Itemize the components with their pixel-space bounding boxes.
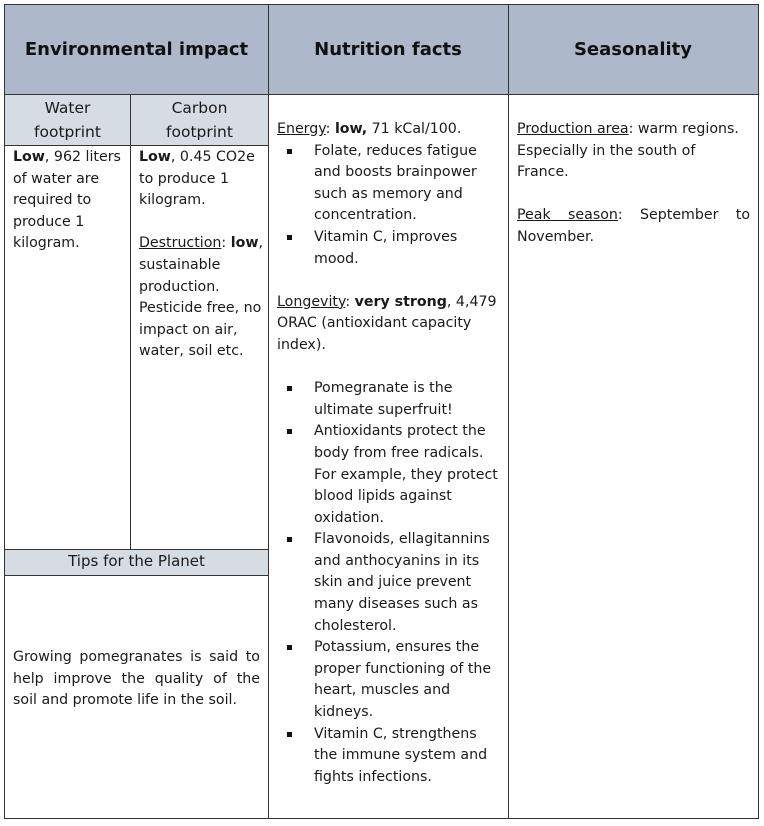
- water-footprint-header: Water footprint: [34, 99, 101, 141]
- water-footprint-text: Low, 962 liters of water are required to produce 1 kilogram.: [13, 149, 121, 252]
- energy-bullet-list: [277, 141, 501, 271]
- list-item: Flavonoids, ellagitannins and anthocyanins in its skin and juice prevent many diseases such as cholesterol.: [277, 529, 501, 637]
- list-item: Pomegranate is the ultimate superfruit!: [277, 378, 501, 421]
- header-nutrition-facts: Nutrition facts: [268, 5, 508, 94]
- carbon-footprint-header: Carbon footprint: [166, 99, 233, 141]
- list-item: Folate, reduces fatigue and boosts brainpower such as memory and concentration.: [277, 141, 501, 227]
- list-item: Vitamin C, strengthens the immune system and fights infections.: [277, 724, 501, 789]
- longevity-line: Longevity: very strong, 4,479 ORAC (antioxidant capacity index).: [277, 293, 497, 353]
- production-area-text: Production area: warm regions. Especially in the south of France.: [517, 121, 739, 181]
- list-item: Vitamin C, improves mood.: [277, 227, 501, 270]
- header-environmental-impact: Environmental impact: [5, 5, 268, 94]
- header-seasonality: Seasonality: [508, 5, 758, 94]
- list-item: Potassium, ensures the proper functioning of the heart, muscles and kidneys.: [277, 637, 501, 723]
- energy-line: Energy: low, 71 kCal/100.: [277, 121, 462, 137]
- peak-season-text: Peak season: September to November.: [517, 207, 751, 245]
- destruction-text: Destruction: low, sustainable production. Pesticide free, no impact on air, water, soil etc.: [139, 235, 263, 360]
- nutrition-content: [277, 119, 501, 788]
- tips-text: Growing pomegranates is said to help improve the quality of the soil and promote life in the soil.: [13, 649, 260, 709]
- seasonality-content: [517, 119, 750, 249]
- longevity-bullet-list: [277, 378, 501, 788]
- list-item: Antioxidants protect the body from free radicals. For example, they protect blood lipids against oxidation.: [277, 421, 501, 529]
- tips-header: Tips for the Planet: [68, 552, 205, 570]
- carbon-footprint-text: Low, 0.45 CO2e to produce 1 kilogram. Destruction: low, sustainable production. Pesticide free, no impact on air, water, soil etc.: [139, 147, 264, 363]
